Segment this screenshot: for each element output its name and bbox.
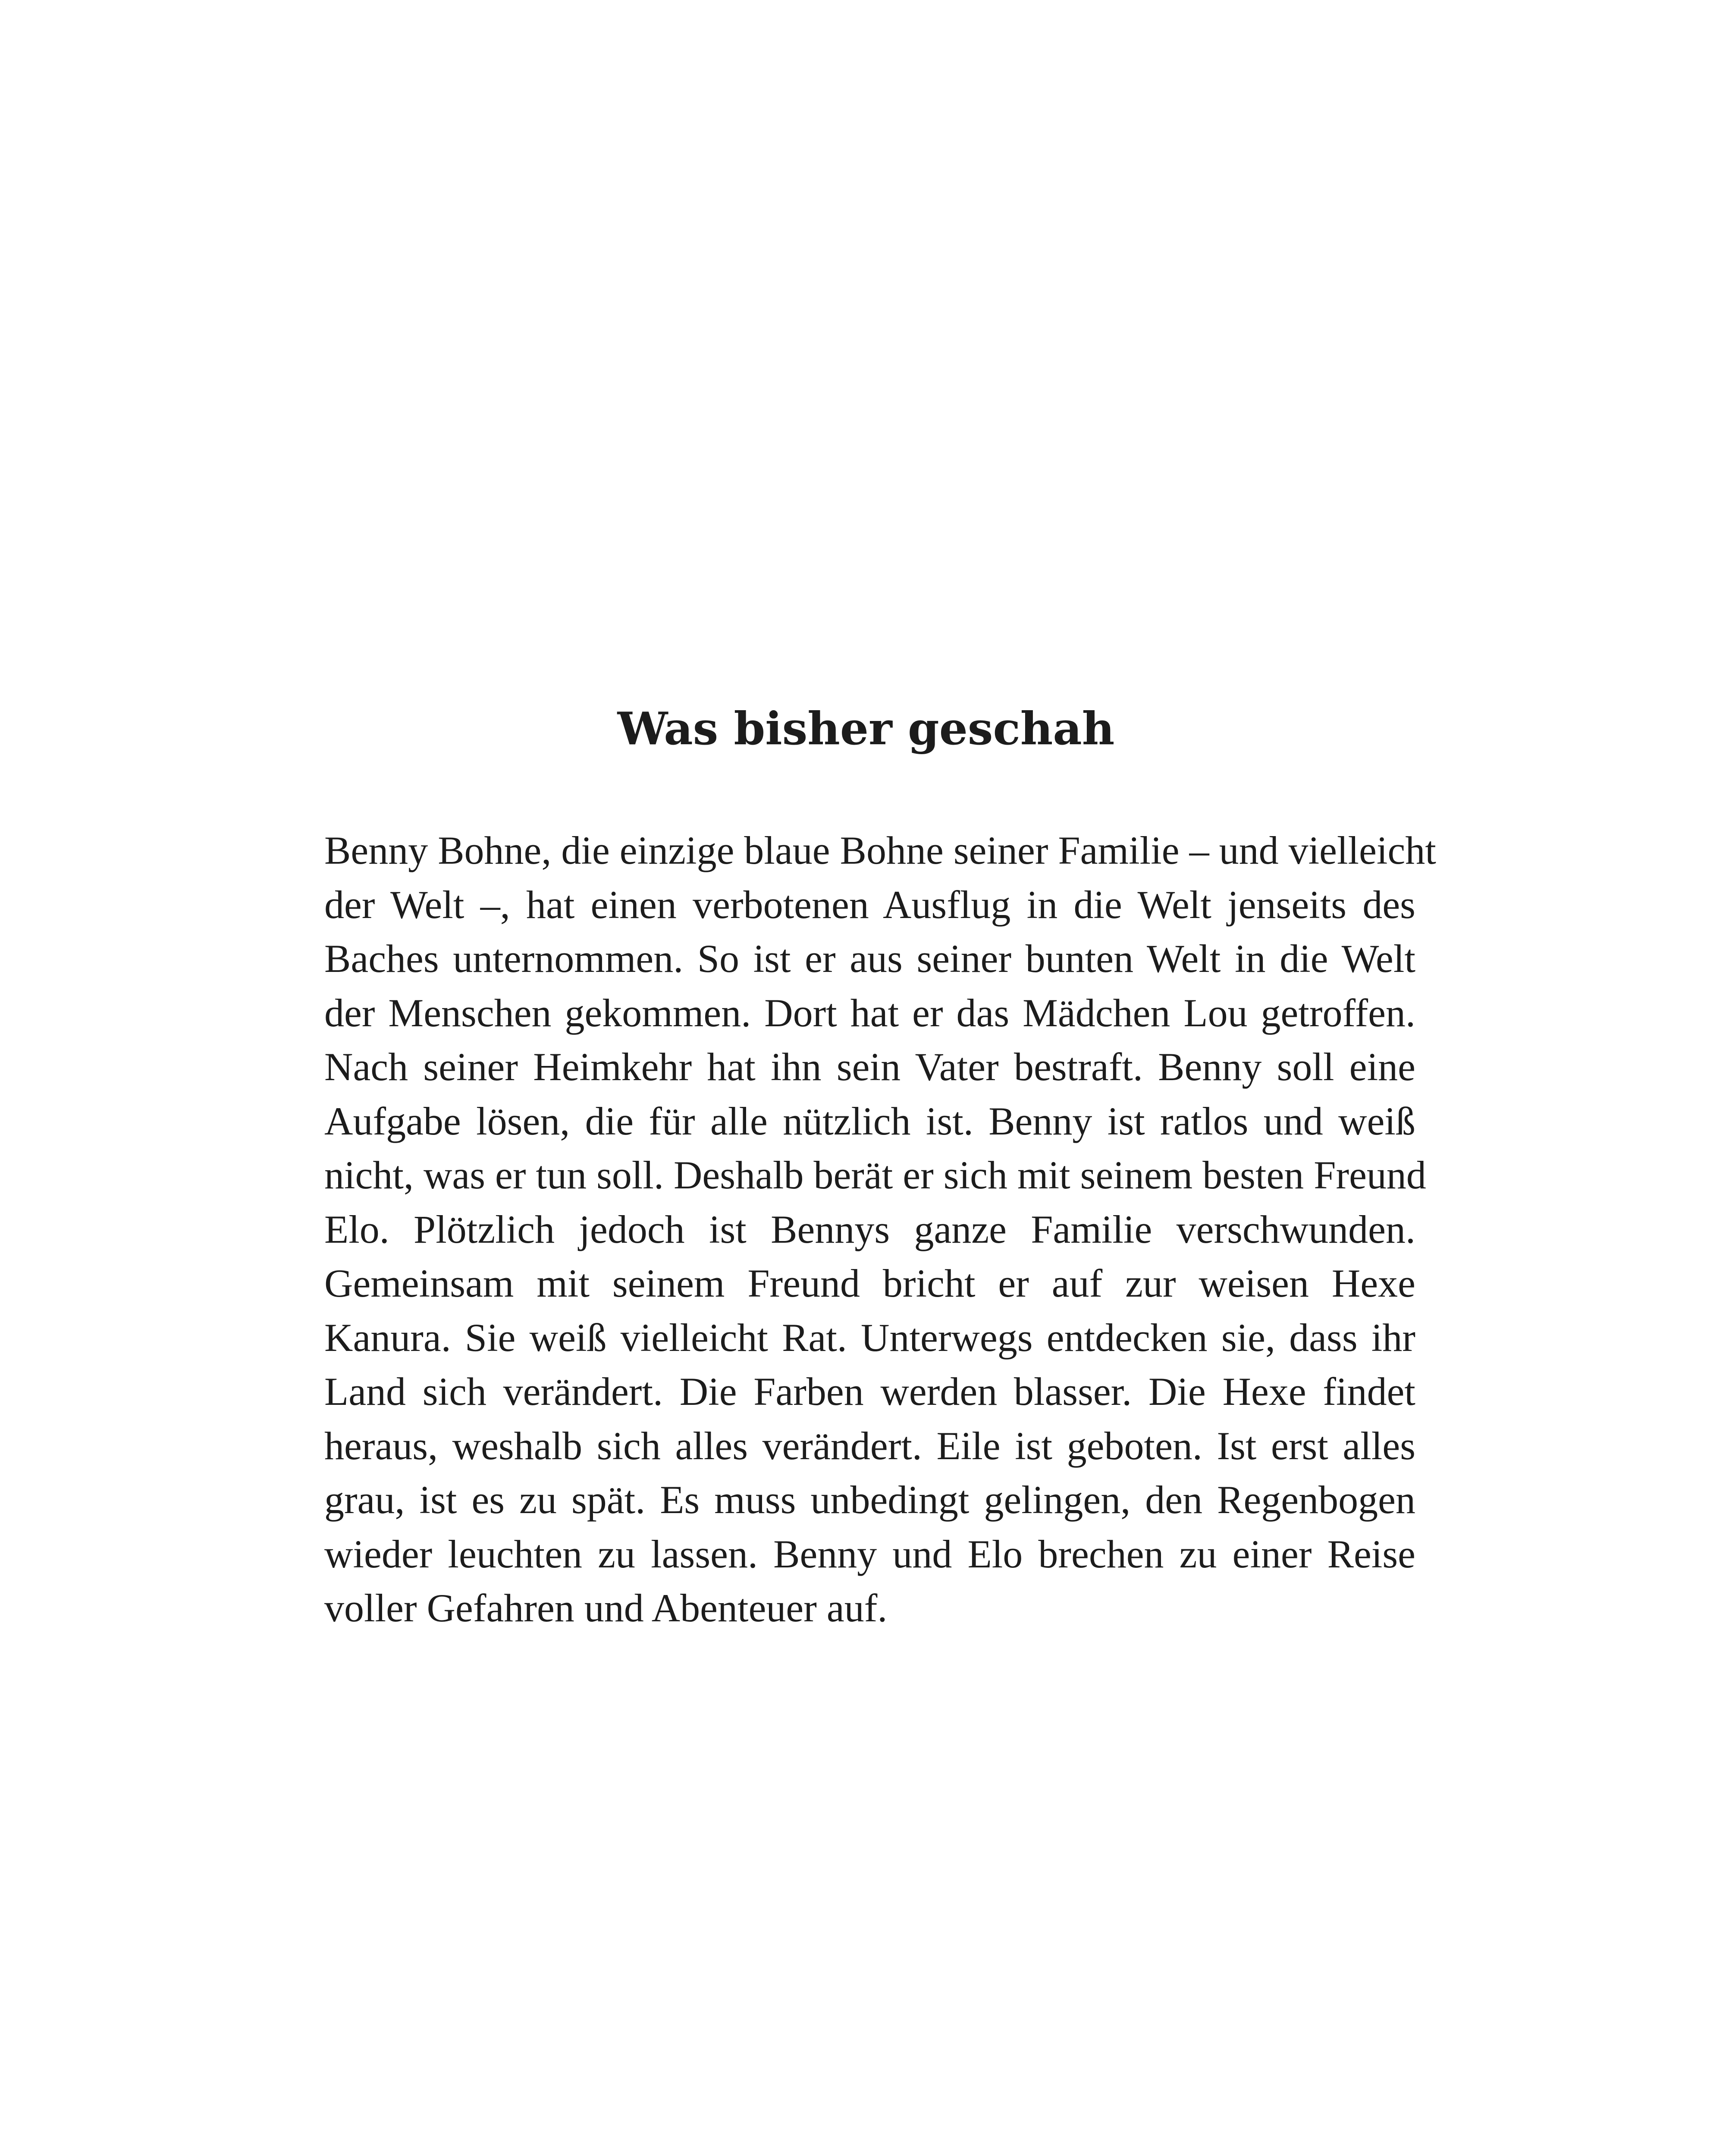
text-line: Kanura. Sie weiß vielleicht Rat. Unterwegs entdecken sie, dass ihr (324, 1315, 1415, 1360)
text-line: voller Gefahren und Abenteuer auf. (324, 1586, 888, 1630)
text-line: grau, ist es zu spät. Es muss unbedingt gelingen, den Regenbogen (324, 1478, 1415, 1522)
text-line: der Welt –, hat einen verbotenen Ausflug in die Welt jenseits des (324, 882, 1415, 927)
text-line: nicht, was er tun soll. Deshalb berät er sich mit seinem besten Freund (324, 1153, 1426, 1197)
text-line: Land sich verändert. Die Farben werden blasser. Die Hexe findet (324, 1369, 1415, 1413)
text-line: heraus, weshalb sich alles verändert. Eile ist geboten. Ist erst alles (324, 1423, 1415, 1468)
text-line: wieder leuchten zu lassen. Benny und Elo brechen zu einer Reise (324, 1532, 1415, 1576)
text-line: Gemeinsam mit seinem Freund bricht er auf zur weisen Hexe (324, 1261, 1415, 1305)
text-line: Elo. Plötzlich jedoch ist Bennys ganze Familie verschwunden. (324, 1207, 1415, 1251)
text-line: Benny Bohne, die einzige blaue Bohne seiner Familie – und vielleicht (324, 828, 1436, 872)
page-title: Was bisher geschah (617, 702, 1115, 755)
text-line: Aufgabe lösen, die für alle nützlich ist. Benny ist ratlos und weiß (324, 1099, 1415, 1143)
text-line: Baches unternommen. So ist er aus seiner bunten Welt in die Welt (324, 937, 1415, 981)
text-line: der Menschen gekommen. Dort hat er das Mädchen Lou getroffen. (324, 990, 1415, 1035)
text-line: Nach seiner Heimkehr hat ihn sein Vater bestraft. Benny soll eine (324, 1045, 1415, 1089)
summary-paragraph (324, 824, 1436, 1636)
